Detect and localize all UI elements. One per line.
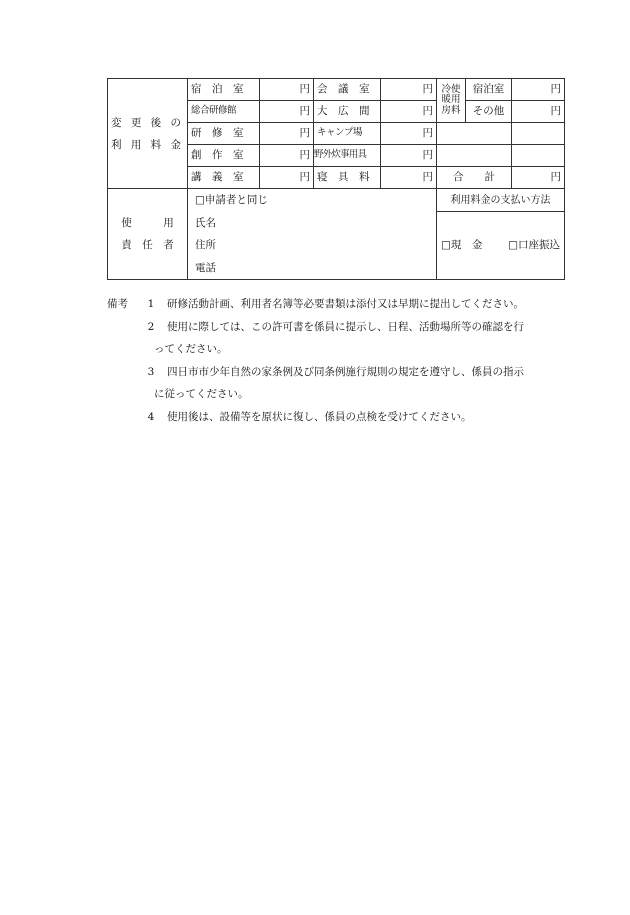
fee-item-training-hall: 総合研修館 xyxy=(188,101,260,123)
fee-amount-field[interactable]: 円 xyxy=(381,123,437,145)
fee-amount-field[interactable]: 円 xyxy=(381,145,437,167)
coolheat-line2: 暖用 xyxy=(441,94,461,106)
fee-item-coolheat-lodging: 宿泊室 xyxy=(466,79,512,101)
total-label: 合 計 xyxy=(437,167,512,189)
remark-number: 4 xyxy=(147,410,155,423)
remark-text-continued: に従ってください。 xyxy=(154,388,249,400)
cooling-heating-fee-label xyxy=(437,79,466,123)
fee-amount-field[interactable]: 円 xyxy=(260,101,314,123)
total-amount-field[interactable]: 円 xyxy=(512,167,565,189)
fee-and-user-table xyxy=(107,78,565,280)
remark-number: 3 xyxy=(147,365,155,378)
fee-item-lodging-room: 宿 泊 室 xyxy=(188,79,260,101)
fee-item-coolheat-other: その他 xyxy=(466,101,512,123)
remark-number: 1 xyxy=(147,298,155,310)
fee-amount-field[interactable]: 円 xyxy=(381,167,437,189)
remark-item xyxy=(107,293,582,316)
payment-cash-checkbox[interactable]: □現 金 xyxy=(441,238,483,251)
user-label-line2: 責 任 者 xyxy=(121,239,174,251)
remark-item xyxy=(107,406,582,429)
fee-item-large-hall: 大 広 間 xyxy=(314,101,381,123)
responsible-user-details xyxy=(188,189,437,280)
remark-text: 使用後は、設備等を原状に復し、係員の点検を受けてください。 xyxy=(167,410,472,423)
fee-item-craft-room: 創 作 室 xyxy=(188,145,260,167)
responsible-user-label xyxy=(108,189,188,280)
user-label-line1: 使 用 xyxy=(121,217,174,229)
remark-continuation xyxy=(107,383,582,406)
empty-cell xyxy=(512,145,565,167)
fee-item-bedding: 寝 具 料 xyxy=(314,167,381,189)
fee-amount-field[interactable]: 円 xyxy=(260,145,314,167)
remarks-heading: 備考 xyxy=(107,298,128,310)
empty-cell xyxy=(437,123,512,145)
fee-amount-field[interactable]: 円 xyxy=(381,79,437,101)
remark-item xyxy=(107,316,582,339)
fee-amount-field[interactable]: 円 xyxy=(260,79,314,101)
remark-text: 四日市市少年自然の家条例及び同条例施行規則の規定を遵守し、係員の指示 xyxy=(167,365,524,378)
name-field[interactable]: 氏名 xyxy=(195,216,217,229)
fee-amount-field[interactable]: 円 xyxy=(260,123,314,145)
fee-item-campsite: キャンプ場 xyxy=(314,123,381,145)
fee-amount-field[interactable]: 円 xyxy=(512,79,565,101)
payment-transfer-checkbox[interactable]: □口座振込 xyxy=(508,238,561,251)
address-field[interactable]: 住所 xyxy=(195,239,217,251)
payment-method-header: 利用料金の支払い方法 xyxy=(437,189,565,212)
empty-cell xyxy=(437,145,512,167)
remark-text-continued: ってください。 xyxy=(154,343,228,355)
fee-item-training-room: 研 修 室 xyxy=(188,123,260,145)
group-label-line1: 変 更 後 の xyxy=(111,116,185,129)
empty-cell xyxy=(512,123,565,145)
remark-text: 研修活動計画、利用者名簿等必要書類は添付又は早期に提出してください。 xyxy=(167,298,524,310)
fee-item-lecture-room: 講 義 室 xyxy=(188,167,260,189)
fee-amount-field[interactable]: 円 xyxy=(512,101,565,123)
remark-text: 使用に際しては、この許可書を係員に提示し、日程、活動場所等の確認を行 xyxy=(167,320,524,333)
payment-method-options xyxy=(437,212,565,280)
fee-item-outdoor-cooking: 野外炊事用具 xyxy=(314,145,381,167)
phone-field[interactable]: 電話 xyxy=(195,261,217,274)
fee-item-meeting-room: 会 議 室 xyxy=(314,79,381,101)
remark-number: 2 xyxy=(147,320,155,333)
fee-amount-field[interactable]: 円 xyxy=(260,167,314,189)
fee-amount-field[interactable]: 円 xyxy=(381,101,437,123)
group-label-line2: 利 用 料 金 xyxy=(111,138,185,151)
coolheat-line1: 冷使 xyxy=(441,83,461,95)
changed-fee-group-label xyxy=(108,79,188,189)
coolheat-line3: 房料 xyxy=(441,104,461,116)
remarks-section xyxy=(107,293,582,428)
same-as-applicant-checkbox[interactable]: □申請者と同じ xyxy=(195,194,268,206)
remark-item xyxy=(107,361,582,384)
remark-continuation xyxy=(107,338,582,361)
